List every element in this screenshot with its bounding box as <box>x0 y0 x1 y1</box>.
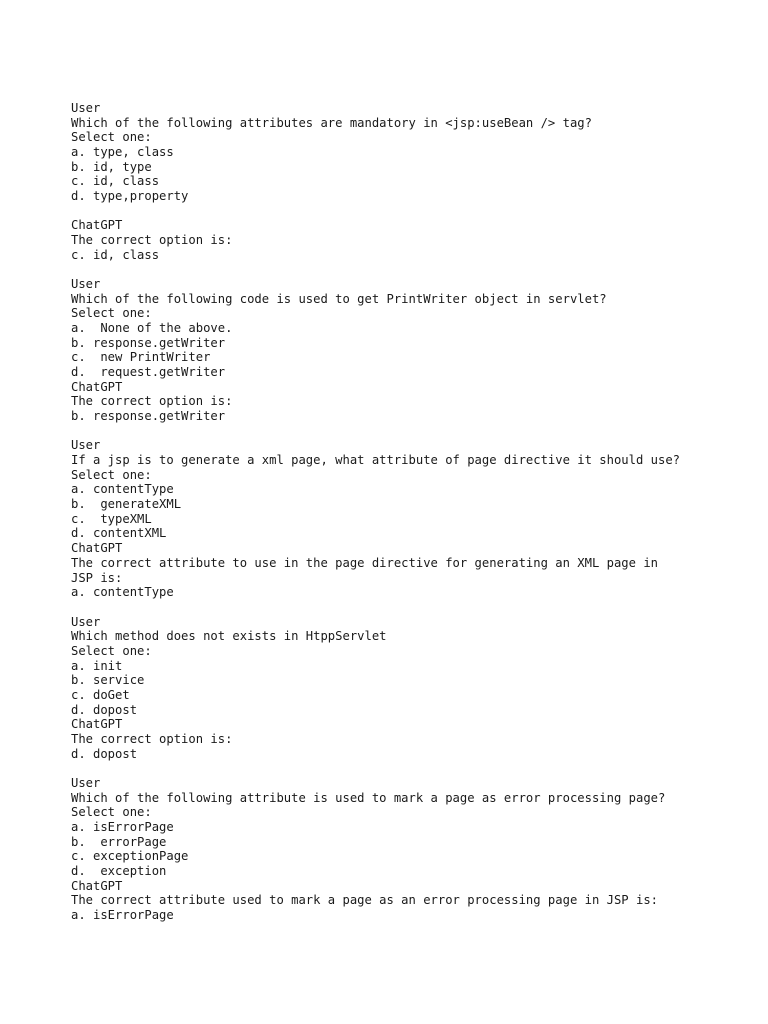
text-line: User <box>71 277 101 292</box>
text-line: The correct option is: <box>71 233 233 248</box>
text-line: b. errorPage <box>71 834 167 849</box>
text-line: c. doGet <box>71 687 130 702</box>
text-line: User <box>71 614 101 629</box>
text-line: a. init <box>71 658 123 673</box>
text-line: Select one: <box>71 306 152 321</box>
document-body <box>71 101 731 923</box>
text-line: b. response.getWriter <box>71 335 226 350</box>
text-line: ChatGPT <box>71 717 123 732</box>
text-line: a. contentType <box>71 585 174 600</box>
text-line: b. id, type <box>71 159 152 174</box>
text-line: c. new PrintWriter <box>71 350 211 365</box>
text-line: a. None of the above. <box>71 321 233 336</box>
text-line: If a jsp is to generate a xml page, what attribute of page directive it should use? <box>71 453 681 468</box>
text-line: a. isErrorPage <box>71 819 174 834</box>
text-line <box>71 761 731 776</box>
text-line: User <box>71 101 101 115</box>
text-line <box>71 424 731 439</box>
text-line: The correct option is: <box>71 731 233 746</box>
text-line: d. contentXML <box>71 526 167 541</box>
text-line: d. dopost <box>71 746 138 761</box>
text-line: ChatGPT <box>71 218 123 233</box>
text-line: d. exception <box>71 863 167 878</box>
text-line <box>71 262 731 277</box>
text-line: c. id, class <box>71 247 160 262</box>
text-line: Select one: <box>71 805 152 820</box>
text-line: a. contentType <box>71 482 174 497</box>
text-line: Which of the following code is used to get PrintWriter object in servlet? <box>71 291 607 306</box>
text-line: a. isErrorPage <box>71 907 174 922</box>
text-line: c. id, class <box>71 174 160 189</box>
text-line <box>71 600 731 615</box>
text-line: a. type, class <box>71 145 174 160</box>
text-line: Which method does not exists in HtppServlet <box>71 629 387 644</box>
text-line: Select one: <box>71 467 152 482</box>
text-line: b. response.getWriter <box>71 409 226 424</box>
text-line: The correct attribute used to mark a page as an error processing page in JSP is: <box>71 893 658 908</box>
text-line: ChatGPT <box>71 541 123 556</box>
text-line: ChatGPT <box>71 878 123 893</box>
text-line: d. request.getWriter <box>71 365 226 380</box>
text-line: d. dopost <box>71 702 138 717</box>
text-line: The correct attribute to use in the page directive for generating an XML page in <box>71 555 658 570</box>
text-line: b. generateXML <box>71 497 182 512</box>
text-line: ChatGPT <box>71 379 123 394</box>
text-line: The correct option is: <box>71 394 233 409</box>
text-line: JSP is: <box>71 570 123 585</box>
text-line: c. typeXML <box>71 511 152 526</box>
text-line: Select one: <box>71 130 152 145</box>
text-line <box>71 204 731 219</box>
text-line: User <box>71 438 101 453</box>
text-line: User <box>71 775 101 790</box>
text-line: Which of the following attribute is used to mark a page as error processing page? <box>71 790 666 805</box>
text-line: Which of the following attributes are mandatory in <jsp:useBean /> tag? <box>71 115 592 130</box>
text-line: c. exceptionPage <box>71 849 189 864</box>
text-line: Select one: <box>71 643 152 658</box>
text-line: d. type,property <box>71 189 189 204</box>
text-line: b. service <box>71 673 145 688</box>
